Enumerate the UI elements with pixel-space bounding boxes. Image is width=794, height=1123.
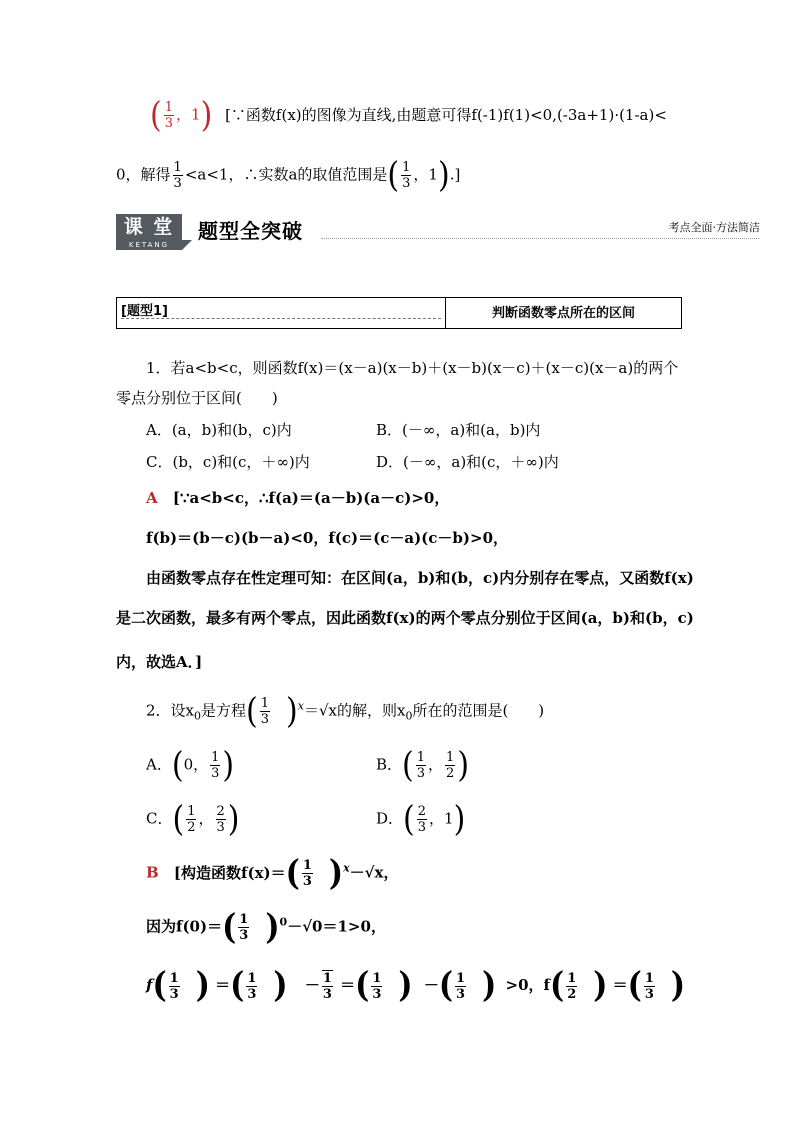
q1-option-c: C．(b，c)和(c，＋∞)内 bbox=[146, 453, 310, 471]
section-banner bbox=[116, 214, 760, 254]
banner-title: 题型全突破 bbox=[198, 219, 303, 243]
banner-slogan: 考点全面·方法简洁 bbox=[668, 221, 760, 234]
q2-solution-2: 因为f(0)＝( $\frac{1}{3}$ )$^0$－√0＝1>0， bbox=[146, 906, 386, 948]
q1-stem-1: 1．若a<b<c，则函数f(x)＝(x－a)(x－b)＋(x－b)(x－c)＋(x－c)(x－a)的两个 bbox=[146, 359, 679, 377]
top-answer-line-2: 0，解得 $\frac{1}{3}$ <a<1，∴实数a的取值范围是( $\frac{1}{3}$ ，1).] bbox=[116, 154, 461, 196]
q1-option-d: D．(－∞，a)和(c，＋∞)内 bbox=[376, 453, 559, 471]
q2-answer: B bbox=[146, 863, 159, 882]
q1-answer: A bbox=[146, 489, 158, 507]
q2-option-a: A．(0， $\frac{1}{3}$ ) bbox=[146, 744, 235, 786]
q2-solution-1: B [构造函数f(x)＝( $\frac{1}{3}$ )$^x$－√x， bbox=[146, 852, 399, 894]
type-dashline bbox=[121, 318, 441, 319]
q2-option-c: C．( $\frac{1}{2}$ ， $\frac{2}{3}$ ) bbox=[146, 798, 240, 840]
q1-solution-1: A [∵a<b<c，∴f(a)＝(a－b)(a－c)>0， bbox=[146, 489, 450, 507]
top-answer-line-1: ( $\frac{1}{3}$ ，1) [∵函数f(x)的图像为直线,由题意可得f(-1)f(1)<0,(-3a+1)·(1-a)< bbox=[150, 94, 667, 136]
q1-stem-2: 零点分别位于区间( ) bbox=[116, 389, 278, 407]
type-box bbox=[116, 297, 682, 329]
top-explanation-1: [∵函数f(x)的图像为直线,由题意可得f(-1)f(1)<0,(-3a+1)·(1-a)< bbox=[225, 105, 667, 124]
q2-stem: 2．设$x_0$是方程( $\frac{1}{3}$ )$^x$＝√x的解，则$x_0$所在的范围是( ) bbox=[146, 690, 545, 732]
answer-fraction: $\frac{1}{3}$ bbox=[164, 100, 173, 131]
q2-option-b: B．( $\frac{1}{3}$ ， $\frac{1}{2}$ ) bbox=[376, 744, 470, 786]
q1-solution-3: 由函数零点存在性定理可知：在区间(a，b)和(b，c)内分别存在零点，又函数f(x) bbox=[146, 569, 694, 587]
q1-solution-5: 内，故选A．] bbox=[116, 653, 203, 671]
paren-open: ( bbox=[150, 94, 162, 136]
type-title: 判断函数零点所在的区间 bbox=[491, 306, 635, 321]
type-label: [题型1] bbox=[121, 304, 168, 319]
banner-badge: 课 堂 bbox=[116, 214, 182, 240]
q1-option-a: A．(a，b)和(b，c)内 bbox=[146, 421, 292, 439]
banner-rule bbox=[321, 238, 759, 239]
q1-option-b: B．(－∞，a)和(a，b)内 bbox=[376, 421, 541, 439]
q1-solution-2: f(b)＝(b－c)(b－a)<0，f(c)＝(c－a)(c－b)>0， bbox=[146, 529, 509, 547]
banner-arrow bbox=[182, 240, 192, 250]
banner-badge-sub: KETANG bbox=[116, 240, 182, 250]
q1-solution-4: 是二次函数，最多有两个零点，因此函数f(x)的两个零点分别位于区间(a，b)和(b，c) bbox=[116, 609, 694, 627]
q2-option-d: D．( $\frac{2}{3}$ ，1) bbox=[376, 798, 466, 840]
q2-solution-3: f( $\frac{1}{3}$ ) ＝( $\frac{1}{3}$ ) － $\frac{1}{3}$ ＝( $\frac{1}{3}$ ) －( $\frac{1}{3}$ ) >0，f( $\frac{1}{2}$ ) ＝( $\frac{1}{3}$ ) bbox=[146, 965, 686, 1006]
